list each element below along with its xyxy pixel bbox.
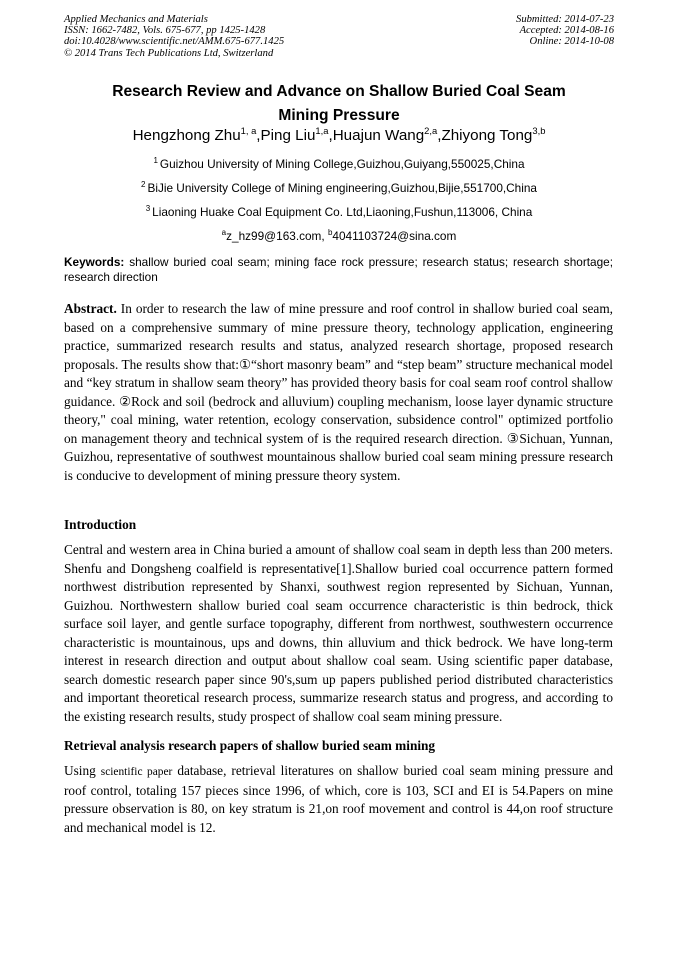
affiliation-number: 3 xyxy=(145,204,151,213)
publication-dates xyxy=(516,14,614,48)
online-date: Online: 2014-10-08 xyxy=(529,36,614,48)
affiliation-text: Liaoning Huake Coal Equipment Co. Ltd,Liaoning,Fushun,113006, China xyxy=(152,205,533,219)
author-affiliation-mark: 2,a xyxy=(424,125,438,136)
submitted-date: Submitted: 2014-07-23 xyxy=(516,14,614,25)
affiliation-text: BiJie University College of Mining engineering,Guizhou,Bijie,551700,China xyxy=(147,181,537,195)
keywords-section xyxy=(64,255,613,285)
author-list xyxy=(0,127,678,144)
title-line-2: Mining Pressure xyxy=(278,106,400,124)
email-link[interactable]: z_hz99@163.com, xyxy=(226,229,328,243)
keywords-text: shallow buried coal seam; mining face rock pressure; research status; research shortage; research direction xyxy=(64,255,613,284)
affiliation-list xyxy=(0,152,678,248)
affiliation xyxy=(0,152,678,176)
author-name: Huajun Wang xyxy=(332,127,425,144)
abstract-section xyxy=(64,300,613,485)
affiliation-number: 2 xyxy=(141,180,146,189)
author-separator: , xyxy=(256,127,261,144)
journal-doi: doi:10.4028/www.scientific.net/AMM.675-677.1425 xyxy=(64,36,285,48)
author-separator: , xyxy=(328,127,333,144)
email-mark: b xyxy=(327,228,333,237)
email-link[interactable]: 4041103724@sina.com xyxy=(332,229,457,243)
accepted-date: Accepted: 2014-08-16 xyxy=(519,25,614,37)
retrieval-text-small: scientific paper xyxy=(100,766,173,778)
author-affiliation-mark: 1,a xyxy=(315,125,329,136)
retrieval-text: Using xyxy=(64,763,101,778)
author-emails xyxy=(0,224,678,248)
author-affiliation-mark: 1, a xyxy=(240,125,257,136)
author-name: Ping Liu xyxy=(260,127,316,144)
journal-copyright: © 2014 Trans Tech Publications Ltd, Switzerland xyxy=(64,47,274,59)
author-affiliation-mark: 3,b xyxy=(532,125,546,136)
introduction-text: Central and western area in China buried a amount of shallow coal seam in depth less than 200 meters. Shenfu and Dongsheng coalfield is representative[1].Shallow buried coal occurrence pattern formed northwest distribution represented by Shanxi, southwest region represented by Sichuan, Yunnan, Guizhou. Northwestern shallow buried coal seam occurrence characteristic is thin bedrock, thick surface soil layer, and gentle surface topography, different from northwest, southwestern occurrence characteristic is mountainous, ups and downs, thin alluvium and thick bedrock. We have long-term interest in research direction and output about shallow coal seam. Using scientific paper database, search domestic research paper since 90's,sum up papers published period distributed characteristics and important theoretical research process, summarize research status and progress, and according to the existing research results, study prospect of shallow coal seam mining pressure. xyxy=(64,542,613,724)
introduction-heading: Introduction xyxy=(64,517,137,532)
retrieval-text: database, retrieval literatures on shallow buried coal seam mining pressure and roof control, totaling 157 pieces since 1996, of which, core is 103, SCI and EI is 54.Papers on mine pressure observation is 80, on key stratum is 21,on roof movement and control is 44,on roof structure and mechanical model is 12. xyxy=(64,763,614,835)
keywords-label: Keywords: xyxy=(64,255,125,269)
journal-name: Applied Mechanics and Materials xyxy=(64,14,208,25)
affiliation xyxy=(0,176,678,200)
title-line-1: Research Review and Advance on Shallow Buried Coal Seam xyxy=(112,83,566,100)
retrieval-paragraph xyxy=(64,762,613,837)
paper-title xyxy=(0,80,678,127)
author-name: Zhiyong Tong xyxy=(441,127,533,144)
email-mark: a xyxy=(221,228,227,237)
abstract-label: Abstract. xyxy=(64,301,117,316)
author-name: Hengzhong Zhu xyxy=(132,127,241,144)
affiliation-text: Guizhou University of Mining College,Guizhou,Guiyang,550025,China xyxy=(159,157,525,171)
affiliation xyxy=(0,200,678,224)
journal-info xyxy=(64,14,284,59)
affiliation-number: 1 xyxy=(153,156,158,165)
abstract-text: In order to research the law of mine pressure and roof control in shallow buried coal seam, based on a comprehensive summary of mine pressure theory, technology application, engineering practice, summarized research results and status, analyzed research shortage, proposed research proposals. The results show that:①“short masonry beam” and “step beam” structure mechanical model and “key stratum in shallow seam theory” has provided theory basis for coal seam roof control shallow guidance. ②Rock and soil (bedrock and alluvium) coupling mechanism, loose layer dynamic structure theory," coal mining, water retention, ecology conservation, subsidence control" optimized portfolio on management theory and technical system of is the required research direction. ③Sichuan, Yunnan, Guizhou, representative of southwest mountainous shallow buried coal seam mining pressure research is conducive to development of mining pressure theory system. xyxy=(64,301,613,483)
author-separator: , xyxy=(437,127,442,144)
retrieval-heading: Retrieval analysis research papers of shallow buried seam mining xyxy=(64,738,436,753)
journal-issn: ISSN: 1662-7482, Vols. 675-677, pp 1425-1428 xyxy=(64,25,266,37)
